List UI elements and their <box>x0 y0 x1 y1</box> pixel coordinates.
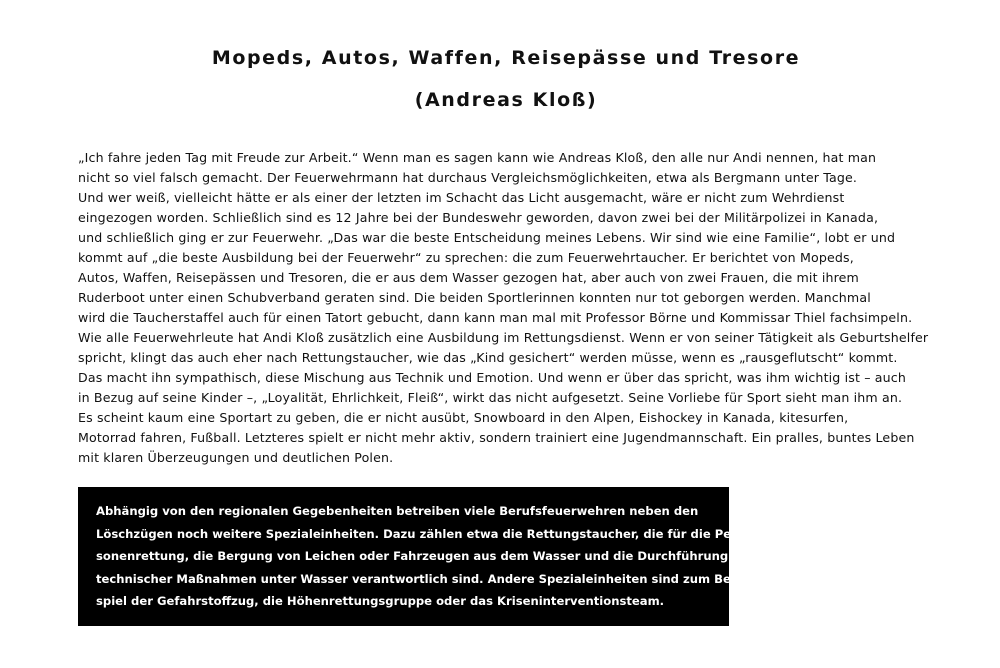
info-box-line: Abhängig von den regionalen Gegebenheiten betreiben viele Berufsfeuerwehren neben den <box>96 504 699 518</box>
article-author: (Andreas Kloß) <box>414 89 598 111</box>
body-line: kommt auf „die beste Ausbildung bei der Feuerwehr“ zu sprechen: die zum Feuerwehrtaucher. Er berichtet von Mopeds, <box>78 250 854 265</box>
body-line: spricht, klingt das auch eher nach Rettungstaucher, wie das „Kind gesichert“ werden müsse, wenn es „rausgeflutscht“ kommt. <box>78 350 898 365</box>
article-body <box>78 148 978 468</box>
body-line: „Ich fahre jeden Tag mit Freude zur Arbeit.“ Wenn man es sagen kann wie Andreas Kloß, den alle nur Andi nennen, hat man <box>78 150 877 165</box>
info-box-line: spiel der Gefahrstoffzug, die Höhenrettungsgruppe oder das Kriseninterventionsteam. <box>96 594 665 608</box>
body-line: Es scheint kaum eine Sportart zu geben, die er nicht ausübt, Snowboard in den Alpen, Eishockey in Kanada, kitesurfen, <box>78 410 849 425</box>
article-title: Mopeds, Autos, Waffen, Reisepässe und Tresore <box>211 47 801 69</box>
body-line: eingezogen worden. Schließlich sind es 12 Jahre bei der Bundeswehr geworden, davon zwei bei der Militärpolizei in Kanada, <box>78 210 879 225</box>
info-box-line: sonenrettung, die Bergung von Leichen oder Fahrzeugen aus dem Wasser und die Durchführung <box>96 549 729 563</box>
body-line: Das macht ihn sympathisch, diese Mischung aus Technik und Emotion. Und wenn er über das spricht, was ihm wichtig ist – auch <box>78 370 907 385</box>
body-line: Und wer weiß, vielleicht hätte er als einer der letzten im Schacht das Licht ausgemacht, wäre er nicht zum Wehrdienst <box>78 190 845 205</box>
info-box-line: technischer Maßnahmen unter Wasser verantwortlich sind. Andere Spezialeinheiten sind zum Bei- <box>96 571 740 586</box>
body-line: in Bezug auf seine Kinder –, „Loyalität, Ehrlichkeit, Fleiß“, wirkt das nicht aufgesetzt. Seine Vorliebe für Sport sieht man ihm an. <box>78 390 903 405</box>
body-line: Motorrad fahren, Fußball. Letzteres spielt er nicht mehr aktiv, sondern trainiert eine Jugendmannschaft. Ein pralles, buntes Leben <box>78 430 915 445</box>
info-box-line: Löschzügen noch weitere Spezialeinheiten. Dazu zählen etwa die Rettungstaucher, die für die Per- <box>96 526 742 541</box>
article-header <box>0 40 1000 118</box>
body-line: nicht so viel falsch gemacht. Der Feuerwehrmann hat durchaus Vergleichsmöglichkeiten, etwa als Bergmann unter Tage. <box>78 170 858 185</box>
body-line: Ruderboot unter einen Schubverband geraten sind. Die beiden Sportlerinnen konnten nur tot geborgen werden. Manchmal <box>78 290 871 305</box>
body-line: wird die Taucherstaffel auch für einen Tatort gebucht, dann kann man mal mit Professor Börne und Kommissar Thiel fachsimpeln. <box>78 310 913 325</box>
body-line: mit klaren Überzeugungen und deutlichen Polen. <box>78 450 394 465</box>
body-line: Autos, Waffen, Reisepässen und Tresoren, die er aus dem Wasser gezogen hat, aber auch von zwei Frauen, die mit ihrem <box>78 270 859 285</box>
body-line: und schließlich ging er zur Feuerwehr. „Das war die beste Entscheidung meines Lebens. Wir sind wie eine Familie“, lobt er und <box>78 230 896 245</box>
body-line: Wie alle Feuerwehrleute hat Andi Kloß zusätzlich eine Ausbildung im Rettungsdienst. Wenn er von seiner Tätigkeit als Geburtshelfer <box>78 330 929 345</box>
info-box <box>78 487 742 626</box>
